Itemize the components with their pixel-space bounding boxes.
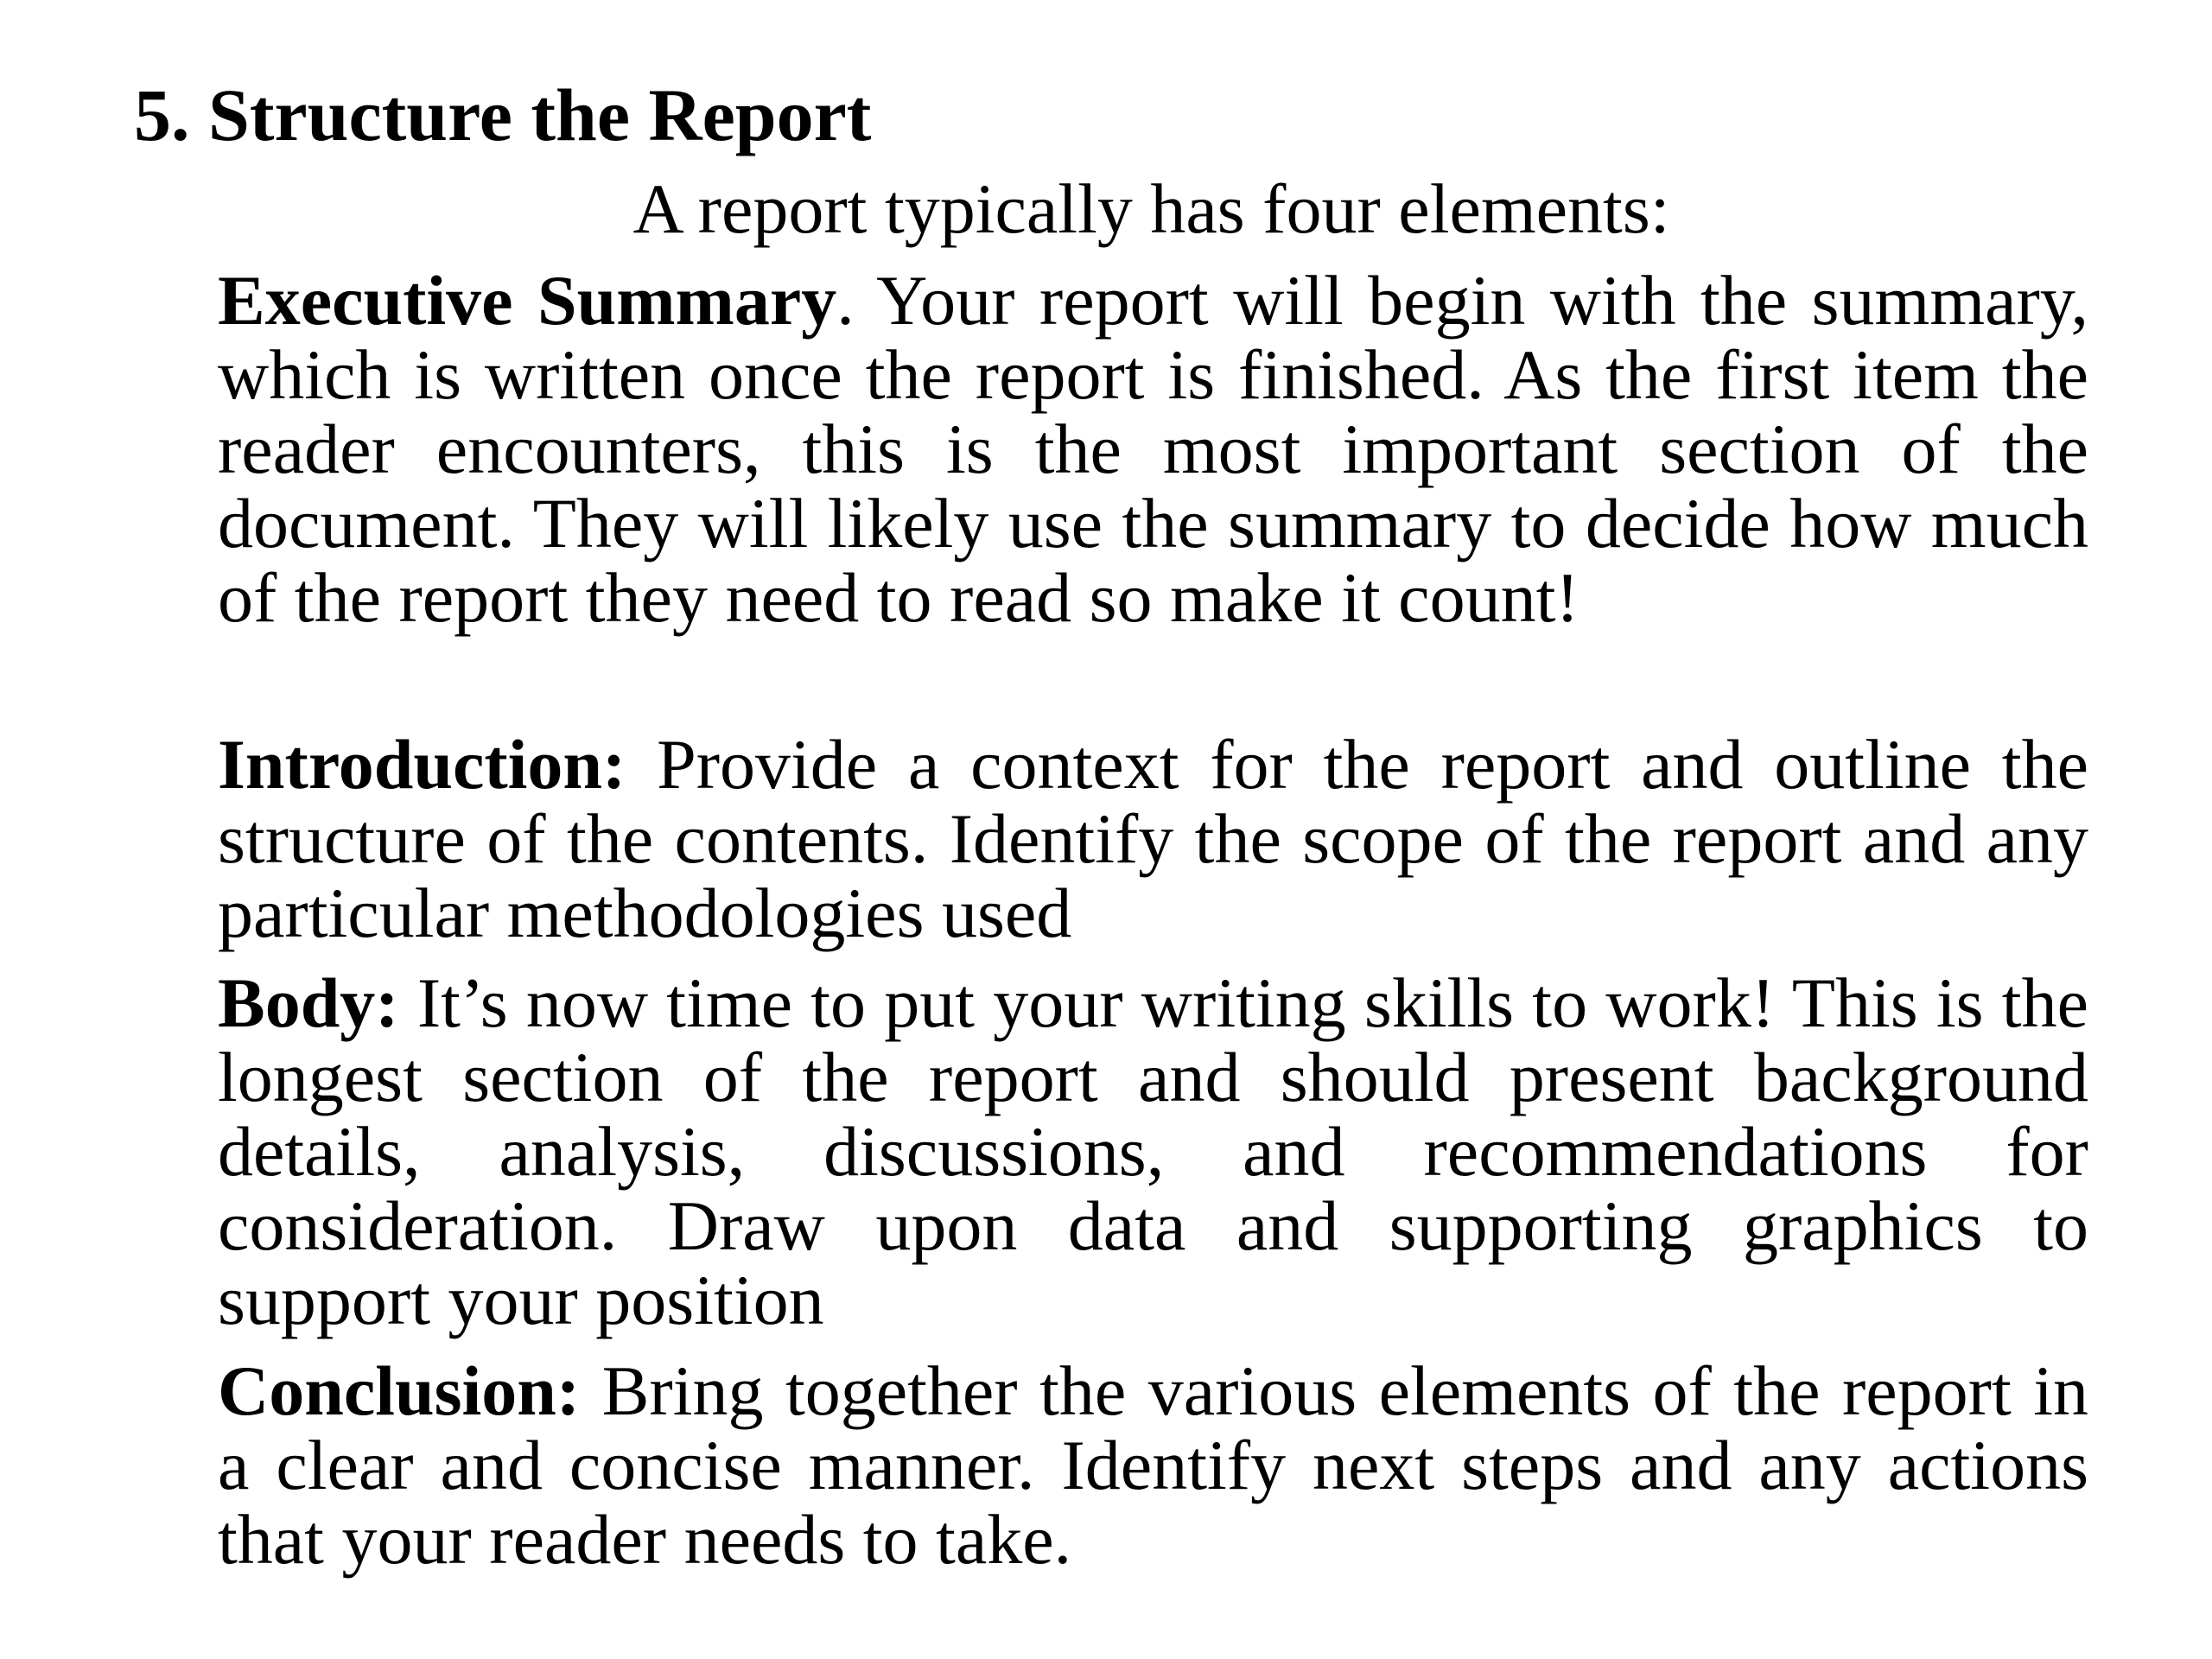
conclusion-text: Bring together the various elements of the report in a clear and concise manner. Identify next steps and any actions that your reader needs to take. — [218, 1351, 2088, 1579]
introduction-text: Provide a context for the report and outline the structure of the contents. Identify the scope of the report and any particular methodologies used — [218, 725, 2088, 952]
conclusion-term: Conclusion: — [218, 1351, 581, 1430]
intro-sentence: A report typically has four elements: — [632, 169, 1670, 248]
body-paragraph — [218, 963, 2088, 1339]
executive-summary-term: Executive Summary — [218, 261, 837, 340]
introduction-term: Introduction: — [218, 725, 626, 804]
executive-summary-paragraph — [218, 261, 2088, 637]
body-term: Body: — [218, 963, 399, 1042]
body-text: It’s now time to put your writing skills to work! This is the longest section of the report and should present background details, analysis, discussions, and recommendations for consideration. Draw upon data and supporting graphics to support your position — [218, 963, 2088, 1339]
introduction-paragraph — [218, 725, 2088, 952]
executive-summary-text: . Your report will begin with the summary, which is written once the report is finished. As the first item the reader encounters, this is the most important section of the document. They will likely use the summary to decide how much of the report they need to read so make it count! — [218, 261, 2088, 637]
section-heading: 5. Structure the Report — [134, 73, 872, 156]
conclusion-paragraph — [218, 1351, 2088, 1579]
